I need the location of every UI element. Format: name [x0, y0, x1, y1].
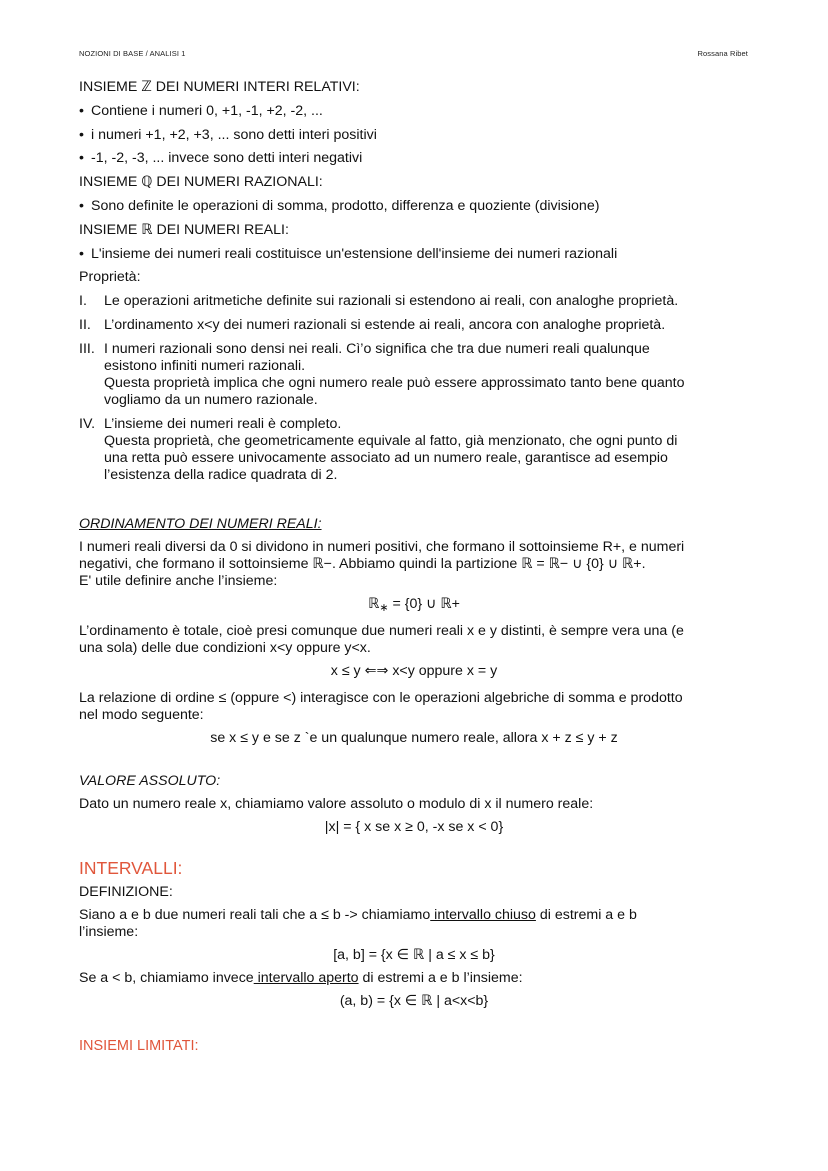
text-span: Se a < b, chiamiamo invece: [79, 970, 254, 987]
paragraph-line: [79, 907, 749, 924]
header-author: Rossana Ribet: [697, 49, 748, 58]
property-item: [79, 341, 749, 409]
paragraph-line: I numeri reali diversi da 0 si dividono in numeri positivi, che formano il sottoinsieme R+, e numeri: [79, 539, 685, 556]
section-title-ordinamento: ORDINAMENTO DEI NUMERI REALI:: [79, 516, 322, 533]
paragraph-line: una sola) delle due condizioni x<y oppure y<x.: [79, 640, 371, 657]
section-title-limitati: INSIEMI LIMITATI:: [79, 1038, 199, 1055]
paragraph: [79, 690, 749, 724]
property-item: [79, 293, 749, 310]
property-text: esistono infiniti numeri razionali.: [104, 357, 306, 374]
list-item: • Sono definite le operazioni di somma, prodotto, differenza e quoziente (divisione): [79, 198, 749, 215]
property-number: IV.: [79, 415, 96, 432]
formula: (a, b) = {x ∈ ℝ | a<x<b}: [339, 993, 489, 1010]
paragraph-line: E' utile definire anche l’insieme:: [79, 573, 278, 590]
properties-label: Proprietà:: [79, 269, 141, 286]
property-item: [79, 416, 749, 484]
section-title-valore: VALORE ASSOLUTO:: [79, 773, 221, 790]
property-text: L’ordinamento x<y dei numeri razionali si estende ai reali, ancora con analoghe proprietà.: [104, 316, 666, 333]
paragraph-line: L’ordinamento è totale, cioè presi comunque due numeri reali x e y distinti, è sempre vera una (e: [79, 623, 684, 640]
paragraph: [79, 970, 749, 987]
property-text: Le operazioni aritmetiche definite sui razionali si estendono ai reali, con analoghe proprietà.: [104, 293, 679, 310]
formula: x ≤ y ⇐⇒ x<y oppure x = y: [330, 663, 498, 680]
property-text: una retta può essere univocamente associato ad un numero reale, garantisce ad esempio: [104, 449, 668, 466]
property-number: II.: [79, 316, 91, 333]
page-content: [79, 79, 749, 1055]
term-intervallo-chiuso: intervallo chiuso: [430, 907, 536, 924]
property-number: III.: [79, 340, 95, 357]
list-item: • L'insieme dei numeri reali costituisce un'estensione dell'insieme dei numeri razionali: [79, 246, 749, 263]
definition-label: DEFINIZIONE:: [79, 884, 173, 901]
formula: [a, b] = {x ∈ ℝ | a ≤ x ≤ b}: [333, 947, 495, 964]
formula-subscript: ∗: [379, 602, 389, 615]
paragraph: [79, 907, 749, 941]
formula: |x| = { x se x ≥ 0, -x se x < 0}: [324, 819, 504, 836]
paragraph-line: negativi, che formano il sottoinsieme ℝ−. Abbiamo quindi la partizione ℝ = ℝ− ∪ {0} ∪ ℝ+.: [79, 556, 646, 573]
property-text: Questa proprietà implica che ogni numero reale può essere approssimato tanto bene quanto: [104, 374, 685, 391]
formula: [79, 596, 749, 617]
text-span: di estremi a e b: [535, 907, 637, 924]
section-title-razionali: INSIEME ℚ DEI NUMERI RAZIONALI:: [79, 174, 323, 191]
paragraph: [79, 623, 749, 657]
section-title-reali: INSIEME ℝ DEI NUMERI REALI:: [79, 221, 289, 238]
list-item: • i numeri +1, +2, +3, ... sono detti interi positivi: [79, 127, 749, 144]
paragraph-line: l’insieme:: [79, 924, 139, 941]
property-number: I.: [79, 293, 87, 310]
property-text: Questa proprietà, che geometricamente equivale al fatto, già menzionato, che ogni punto di: [104, 432, 678, 449]
formula-rest: = {0} ∪ ℝ+: [388, 596, 460, 613]
section-title-intervalli: INTERVALLI:: [79, 858, 183, 879]
paragraph: [79, 539, 749, 590]
property-text: vogliamo da un numero razionale.: [104, 391, 318, 408]
text-span: di estremi a e b l’insieme:: [358, 970, 523, 987]
section-title-interi: INSIEME ℤ DEI NUMERI INTERI RELATIVI:: [79, 79, 360, 95]
paragraph-line: nel modo seguente:: [79, 707, 204, 724]
paragraph-line: La relazione di ordine ≤ (oppure <) interagisce con le operazioni algebriche di somma e prodotto: [79, 690, 683, 707]
term-intervallo-aperto: intervallo aperto: [253, 970, 359, 987]
formula-base: ℝ: [368, 596, 380, 613]
list-item: • Contiene i numeri 0, +1, -1, +2, -2, ...: [79, 103, 749, 120]
property-text: I numeri razionali sono densi nei reali. Cì’o significa che tra due numeri reali qualunque: [104, 340, 650, 357]
property-text: L’insieme dei numeri reali è completo.: [104, 415, 342, 432]
formula: se x ≤ y e se z `e un qualunque numero reale, allora x + z ≤ y + z: [210, 730, 618, 747]
paragraph: Dato un numero reale x, chiamiamo valore assoluto o modulo di x il numero reale:: [79, 796, 594, 813]
text-span: Siano a e b due numeri reali tali che a ≤ b -> chiamiamo: [79, 907, 431, 924]
list-item: • -1, -2, -3, ... invece sono detti interi negativi: [79, 150, 749, 167]
property-item: [79, 317, 749, 334]
property-text: l’esistenza della radice quadrata di 2.: [104, 466, 338, 483]
header-title: NOZIONI DI BASE / ANALISI 1: [79, 49, 186, 58]
